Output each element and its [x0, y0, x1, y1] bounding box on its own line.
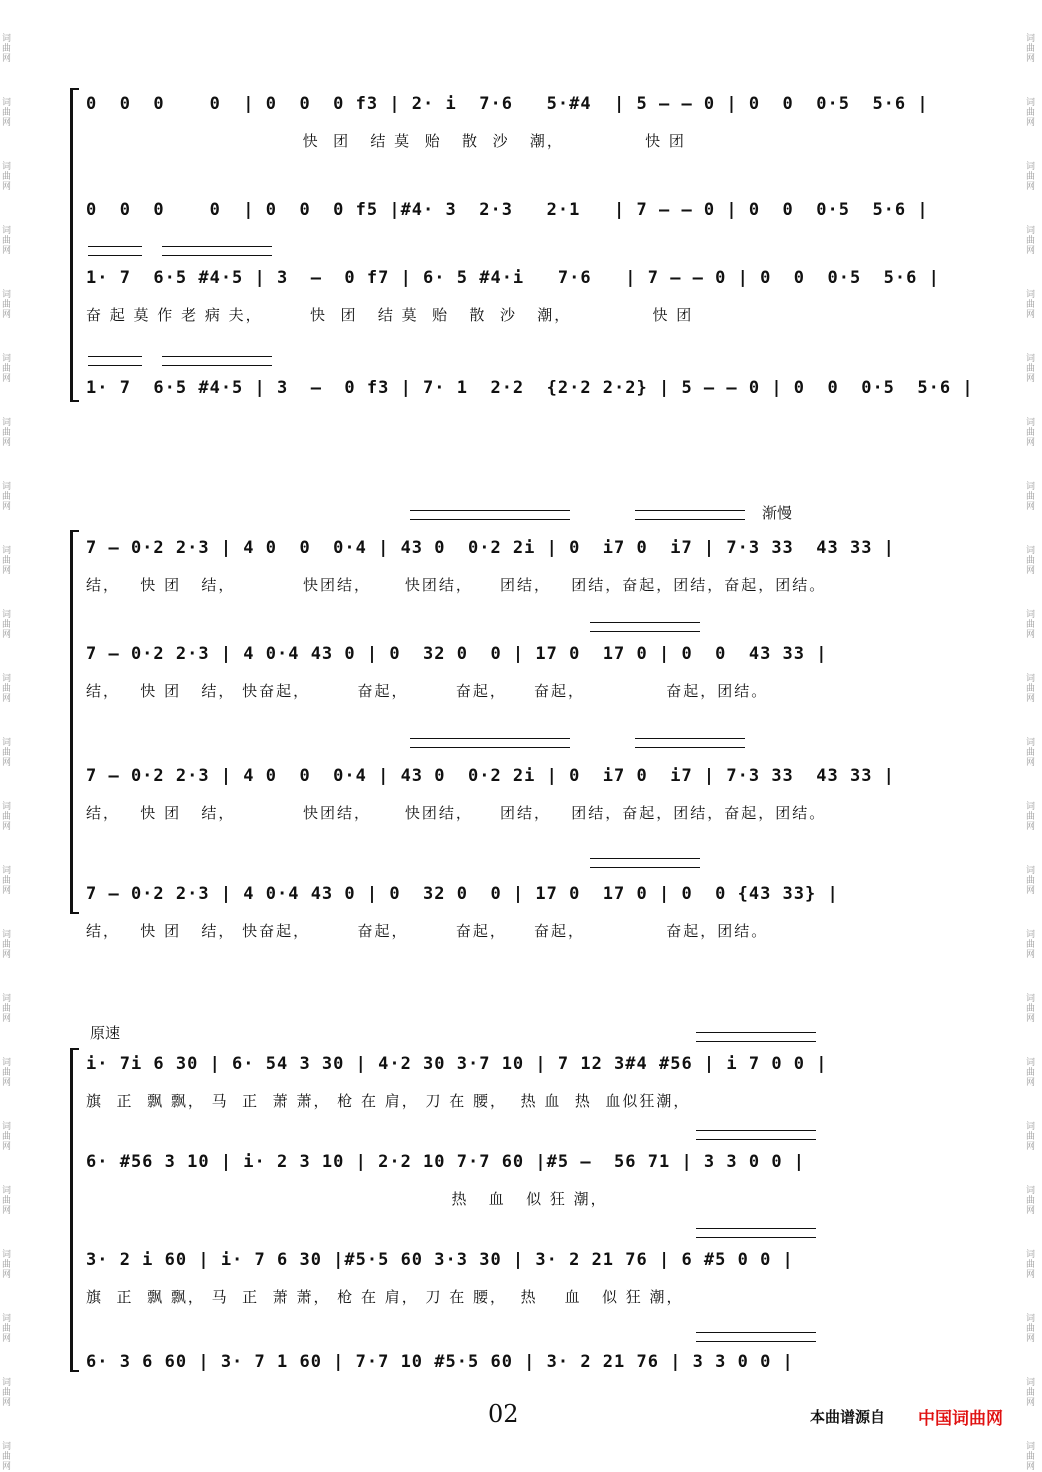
score-system — [70, 500, 970, 960]
voice-part — [86, 1352, 966, 1392]
notation-line: 7 – 0·2 2·3 | 4 0 0 0·4 | 43 0 0·2 2i | 0 i7 0 i7 | 7·3 33 43 33 | — [86, 766, 895, 786]
tempo-marking: 渐慢 — [762, 504, 793, 522]
site-label: 中国词曲网 — [918, 1409, 1003, 1429]
crescendo-mark — [410, 738, 570, 748]
lyric-line: 结， 快 团 结， 快团结， 快团结， 团结， 团结，奋起，团结，奋起，团结。 — [86, 576, 827, 594]
crescendo-mark — [696, 1032, 816, 1042]
system-bracket — [70, 530, 79, 914]
crescendo-mark — [410, 510, 570, 520]
notation-line: 1· 7 6·5 #4·5 | 3 – 0 f3 | 7· 1 2·2 {2·2 2·2} | 5 – – 0 | 0 0 0·5 5·6 | — [86, 378, 974, 398]
voice-part — [86, 644, 966, 700]
voice-part — [86, 1054, 966, 1110]
notation-line: 7 – 0·2 2·3 | 4 0 0 0·4 | 43 0 0·2 2i | 0 i7 0 i7 | 7·3 33 43 33 | — [86, 538, 895, 558]
right-watermark: 词曲网 词曲网 词曲网 词曲网 词曲网 词曲网 词曲网 词曲网 词曲网 词曲网 词曲网 词曲网 词曲网 词曲网 词曲网 词曲网 词曲网 词曲网 词曲网 词曲网 词曲网 词曲网 词曲网 — [1026, 34, 1036, 1472]
lyric-line: 结， 快 团 结， 快奋起， 奋起， 奋起， 奋起， 奋起，团结。 — [86, 682, 769, 700]
notation-line: 7 – 0·2 2·3 | 4 0·4 43 0 | 0 32 0 0 | 17 0 17 0 | 0 0 43 33 | — [86, 644, 828, 664]
tempo-marking: 原速 — [90, 1024, 121, 1042]
crescendo-mark — [635, 738, 745, 748]
crescendo-mark — [635, 510, 745, 520]
notation-line: 7 – 0·2 2·3 | 4 0·4 43 0 | 0 32 0 0 | 17 0 17 0 | 0 0 {43 33} | — [86, 884, 839, 904]
crescendo-mark — [162, 246, 272, 256]
crescendo-mark — [590, 622, 700, 632]
crescendo-mark — [162, 356, 272, 366]
crescendo-mark — [696, 1130, 816, 1140]
left-watermark: 词曲网 词曲网 词曲网 词曲网 词曲网 词曲网 词曲网 词曲网 词曲网 词曲网 词曲网 词曲网 词曲网 词曲网 词曲网 词曲网 词曲网 词曲网 词曲网 词曲网 词曲网 词曲网 词曲网 — [2, 34, 12, 1472]
voice-part — [86, 94, 966, 150]
system-bracket — [70, 88, 79, 402]
voice-part — [86, 378, 974, 418]
lyric-line: 旗 正 飘 飘， 马 正 萧 萧， 枪 在 肩， 刀 在 腰， 热 血 热 血似狂潮， — [86, 1092, 691, 1110]
lyric-line: 奋 起 莫 作 老 病 夫， 快 团 结 莫 贻 散 沙 潮， 快 团 — [86, 306, 694, 324]
crescendo-mark — [696, 1228, 816, 1238]
score-system — [70, 82, 974, 412]
voice-part — [86, 1152, 966, 1208]
lyric-line: 结， 快 团 结， 快团结， 快团结， 团结， 团结，奋起，团结，奋起，团结。 — [86, 804, 827, 822]
lyric-line: 结， 快 团 结， 快奋起， 奋起， 奋起， 奋起， 奋起，团结。 — [86, 922, 769, 940]
voice-part — [86, 884, 966, 940]
score-system — [70, 1022, 970, 1382]
voice-part — [86, 200, 966, 240]
voice-part — [86, 766, 966, 822]
crescendo-mark — [696, 1332, 816, 1342]
lyric-line: 旗 正 飘 飘， 马 正 萧 萧， 枪 在 肩， 刀 在 腰， 热 血 似 狂 潮， — [86, 1288, 684, 1306]
page-number: 02 — [488, 1400, 519, 1428]
notation-line: 6· 3 6 60 | 3· 7 1 60 | 7·7 10 #5·5 60 | 3· 2 21 76 | 3 3 0 0 | — [86, 1352, 794, 1372]
system-bracket — [70, 1048, 79, 1372]
voice-part — [86, 268, 966, 324]
notation-line: 0 0 0 0 | 0 0 0 f3 | 2· i 7·6 5·#4 | 5 – – 0 | 0 0 0·5 5·6 | — [86, 94, 929, 114]
lyric-line: 快 团 结 莫 贻 散 沙 潮， 快 团 — [86, 132, 686, 150]
crescendo-mark — [590, 858, 700, 868]
lyric-line: 热 血 似 狂 潮， — [86, 1190, 608, 1208]
voice-part — [86, 538, 966, 594]
notation-line: 6· #56 3 10 | i· 2 3 10 | 2·2 10 7·7 60 |#5 – 56 71 | 3 3 0 0 | — [86, 1152, 806, 1172]
voice-part — [86, 1250, 966, 1306]
crescendo-mark — [88, 356, 142, 366]
notation-line: 1· 7 6·5 #4·5 | 3 – 0 f7 | 6· 5 #4·i 7·6 | 7 – – 0 | 0 0 0·5 5·6 | — [86, 268, 940, 288]
crescendo-mark — [88, 246, 142, 256]
notation-line: 0 0 0 0 | 0 0 0 f5 |#4· 3 2·3 2·1 | 7 – – 0 | 0 0 0·5 5·6 | — [86, 200, 929, 220]
notation-line: i· 7i 6 30 | 6· 54 3 30 | 4·2 30 3·7 10 | 7 12 3#4 #56 | i 7 0 0 | — [86, 1054, 828, 1074]
source-label: 本曲谱源自 — [810, 1408, 886, 1426]
notation-line: 3· 2 i 60 | i· 7 6 30 |#5·5 60 3·3 30 | 3· 2 21 76 | 6 #5 0 0 | — [86, 1250, 794, 1270]
